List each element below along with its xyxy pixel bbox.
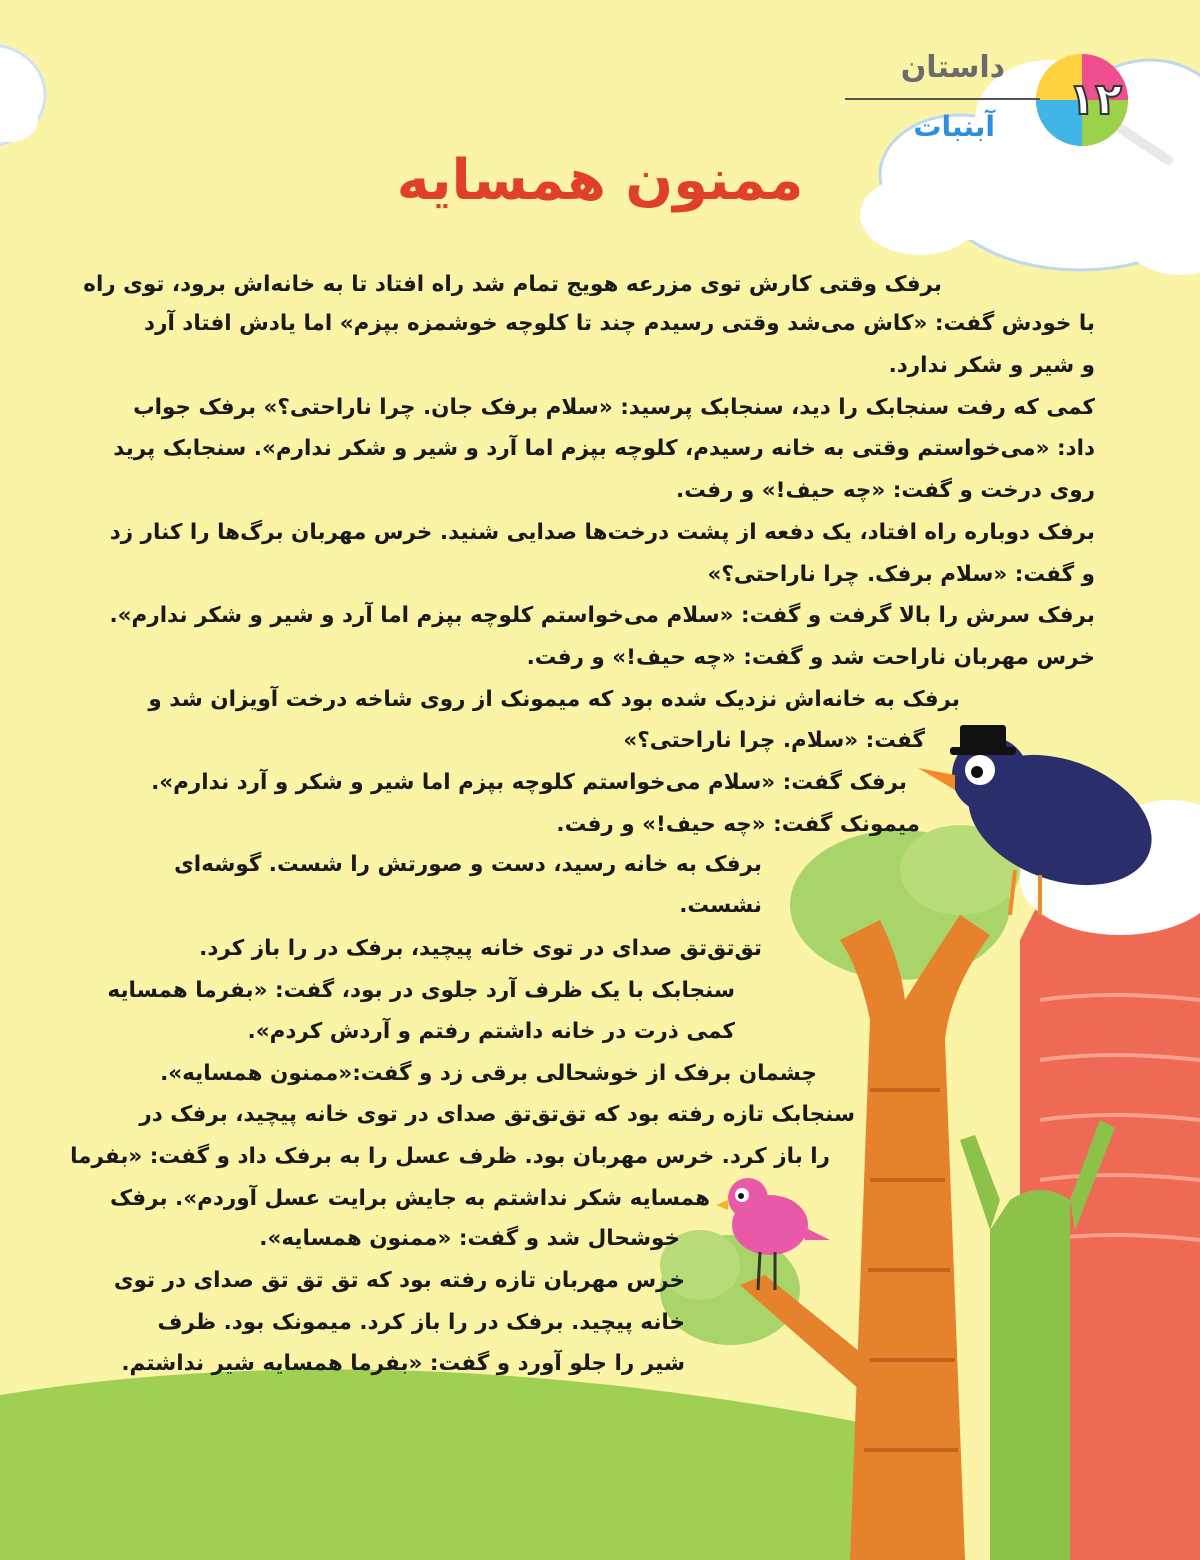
story-line: را باز کرد. خرس مهربان بود. ظرف عسل را به برفک داد و گفت: «بفرما [70,1144,830,1169]
story-line: سنجابک با یک ظرف آرد جلوی در بود، گفت: «بفرما همسایه [107,978,735,1003]
story-line: برفک سرش را بالا گرفت و گفت: «سلام می‌خواستم کلوچه بپزم اما آرد و شیر و شکر ندارم». [109,603,1095,628]
story-line: خوشحال شد و گفت: «ممنون همسایه». [259,1226,680,1251]
story-line: با خودش گفت: «کاش می‌شد وقتی رسیدم چند تا کلوچه خوشمزه بپزم» اما یادش افتاد آرد [144,311,1095,336]
story-line: برفک به خانه‌اش نزدیک شده بود که میمونک از روی شاخه درخت آویزان شد و [148,687,960,712]
story-line: خرس مهربان ناراحت شد و گفت: «چه حیف!» و رفت. [526,645,1095,670]
story-line: و شیر و شکر ندارد. [888,353,1095,378]
story-line: نشست. [679,893,762,918]
story-line: و گفت: «سلام برفک. چرا ناراحتی؟» [707,562,1095,587]
story-line: خانه پیچید. برفک در را باز کرد. میمونک بود. ظرف [157,1310,685,1335]
story-line: خرس مهربان تازه رفته بود که تق تق تق صدای در توی [113,1268,685,1293]
story-line: برفک به خانه رسید، دست و صورتش را شست. گوشه‌ای [174,852,762,877]
story-line: برفک گفت: «سلام می‌خواستم کلوچه بپزم اما شیر و شکر و آرد ندارم». [151,770,907,795]
story-line: داد: «می‌خواستم وقتی به خانه رسیدم، کلوچه بپزم اما آرد و شیر و شکر ندارم». سنجابک پرید [113,436,1095,461]
page-number: ۱۲ [1068,74,1122,125]
story-line: برفک دوباره راه افتاد، یک دفعه از پشت درخت‌ها صدایی شنید. خرس مهربان برگ‌ها را کنار زد [109,520,1095,545]
story-line: تق‌تق‌تق صدای در توی خانه پیچید، برفک در را باز کرد. [199,936,762,961]
story-line: کمی که رفت سنجابک را دید، سنجابک پرسید: «سلام برفک جان. چرا ناراحتی؟» برفک جواب [133,395,1095,420]
story-line: میمونک گفت: «چه حیف!» و رفت. [556,812,920,837]
magazine-name: آبنبات [913,110,995,143]
story-line: روی درخت و گفت: «چه حیف!» و رفت. [676,478,1095,503]
story-line: همسایه شکر نداشتم به جایش برایت عسل آوردم». برفک [110,1186,710,1211]
story-line: چشمان برفک از خوشحالی برقی زد و گفت:«ممنون همسایه». [160,1061,817,1086]
story-line: گفت: «سلام. چرا ناراحتی؟» [623,728,925,753]
section-name: داستان [900,50,1005,85]
story-line: سنجابک تازه رفته بود که تق‌تق‌تق صدای در توی خانه پیچید، برفک در [139,1102,855,1127]
story-line: برفک وقتی کارش توی مزرعه هویج تمام شد راه افتاد تا به خانه‌اش برود، توی راه [83,272,942,297]
story-line: کمی ذرت در خانه داشتم رفتم و آردش کردم». [247,1019,735,1044]
story-title: ممنون همسایه [396,148,804,213]
story-line: شیر را جلو آورد و گفت: «بفرما همسایه شیر نداشتم. [121,1351,685,1376]
